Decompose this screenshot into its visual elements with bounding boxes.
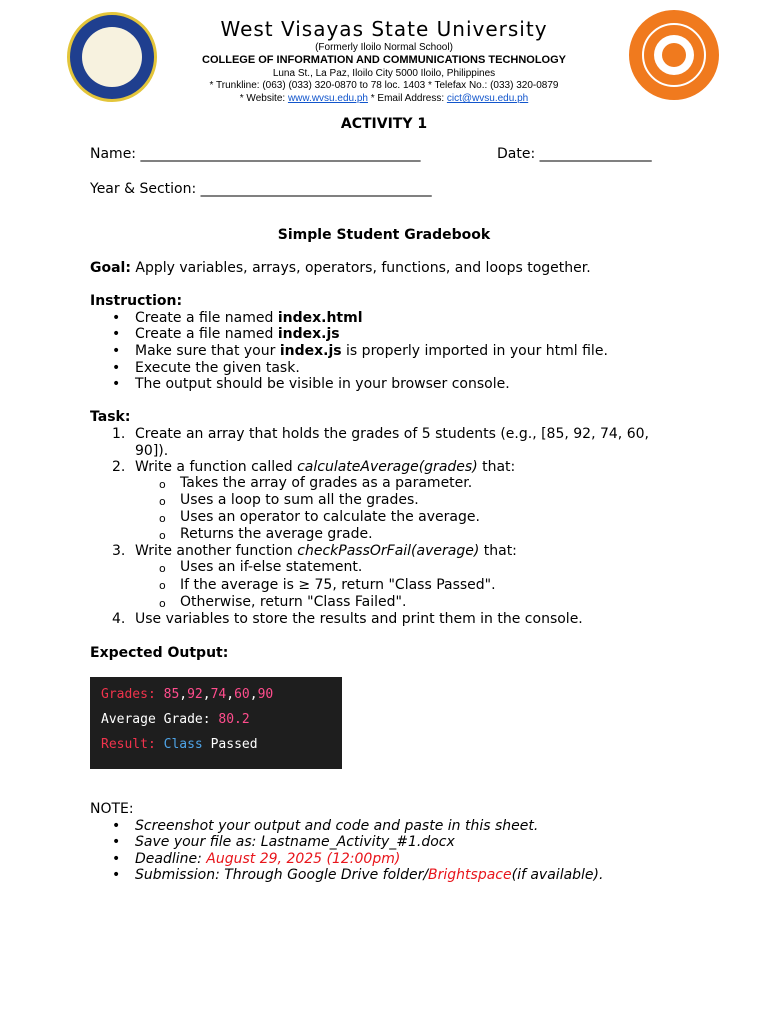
sub-bullet: o <box>159 562 166 575</box>
date-field[interactable]: Date: ________________ <box>497 146 652 162</box>
task-number: 4. <box>112 611 126 627</box>
college-name: COLLEGE OF INFORMATION AND COMMUNICATIONS TECHNOLOGY <box>202 54 566 66</box>
sub-bullet: o <box>159 478 166 491</box>
bullet: • <box>112 343 121 359</box>
sub-bullet: o <box>159 579 166 592</box>
instruction-label: Instruction: <box>90 293 183 309</box>
grades-line: Grades: 85,92,74,60,90 <box>101 687 274 702</box>
bullet: • <box>112 818 121 834</box>
task-2-sub: Returns the average grade. <box>180 526 373 542</box>
gradebook-title: Simple Student Gradebook <box>277 227 491 243</box>
section-field[interactable]: Year & Section: _________________________________ <box>90 181 432 197</box>
bullet: • <box>112 867 121 883</box>
website-link[interactable]: www.wvsu.edu.ph <box>287 93 368 104</box>
bullet: • <box>112 310 121 326</box>
console-output-box <box>90 677 342 769</box>
result-line: Result: Class Passed <box>101 737 258 752</box>
task-3: Write another function checkPassOrFail(average) that: <box>135 543 517 559</box>
task-1-line-2: 90]). <box>135 443 169 459</box>
task-3-sub: Otherwise, return "Class Failed". <box>180 594 407 610</box>
task-3-sub: Uses an if-else statement. <box>180 559 363 575</box>
bullet: • <box>112 834 121 850</box>
sub-bullet: o <box>159 495 166 508</box>
email-link[interactable]: cict@wvsu.edu.ph <box>446 93 529 104</box>
task-label: Task: <box>90 409 131 425</box>
bullet: • <box>112 376 121 392</box>
task-number: 1. <box>112 426 126 442</box>
note-submission: Submission: Through Google Drive folder/Brightspace(if available). <box>135 867 604 883</box>
note-item: Screenshot your output and code and paste in this sheet. <box>135 818 539 834</box>
website-email-line: * Website: www.wvsu.edu.ph * Email Address: cict@wvsu.edu.ph <box>239 93 529 104</box>
average-line: Average Grade: 80.2 <box>101 712 250 727</box>
address: Luna St., La Paz, Iloilo City 5000 Iloilo, Philippines <box>272 68 496 79</box>
task-3-sub: If the average is ≥ 75, return "Class Passed". <box>180 577 496 593</box>
goal: Goal: Apply variables, arrays, operators, functions, and loops together. <box>90 260 591 276</box>
sub-bullet: o <box>159 529 166 542</box>
task-4: Use variables to store the results and print them in the console. <box>135 611 583 627</box>
task-2-sub: Uses a loop to sum all the grades. <box>180 492 419 508</box>
note-deadline: Deadline: August 29, 2025 (12:00pm) <box>135 851 401 867</box>
name-field[interactable]: Name: ________________________________________ <box>90 146 421 162</box>
instruction-item: Create a file named index.js <box>135 326 340 342</box>
task-1-line-1: Create an array that holds the grades of 5 students (e.g., [85, 92, 74, 60, <box>135 426 649 442</box>
formerly-name: (Formerly Iloilo Normal School) <box>315 42 453 53</box>
university-name: West Visayas State University <box>220 17 548 41</box>
instruction-item: The output should be visible in your browser console. <box>135 376 510 392</box>
task-2-sub: Takes the array of grades as a parameter. <box>180 475 473 491</box>
bullet: • <box>112 326 121 342</box>
bullet: • <box>112 360 121 376</box>
task-2-sub: Uses an operator to calculate the average. <box>180 509 480 525</box>
note-label: NOTE: <box>90 801 134 817</box>
bullet: • <box>112 851 121 867</box>
instruction-item: Make sure that your index.js is properly imported in your html file. <box>135 343 608 359</box>
sub-bullet: o <box>159 512 166 525</box>
trunkline: * Trunkline: (063) (033) 320-0870 to 78 loc. 1403 * Telefax No.: (033) 320-0879 <box>209 80 559 91</box>
task-2: Write a function called calculateAverage(grades) that: <box>135 459 516 475</box>
sub-bullet: o <box>159 597 166 610</box>
task-number: 3. <box>112 543 126 559</box>
instruction-item: Execute the given task. <box>135 360 300 376</box>
expected-output-label: Expected Output: <box>90 645 229 661</box>
cict-seal-logo <box>629 10 719 100</box>
task-number: 2. <box>112 459 126 475</box>
activity-title: ACTIVITY 1 <box>340 116 428 132</box>
wvsu-seal-logo <box>67 12 157 102</box>
note-item: Save your file as: Lastname_Activity_#1.docx <box>135 834 455 850</box>
instruction-item: Create a file named index.html <box>135 310 363 326</box>
